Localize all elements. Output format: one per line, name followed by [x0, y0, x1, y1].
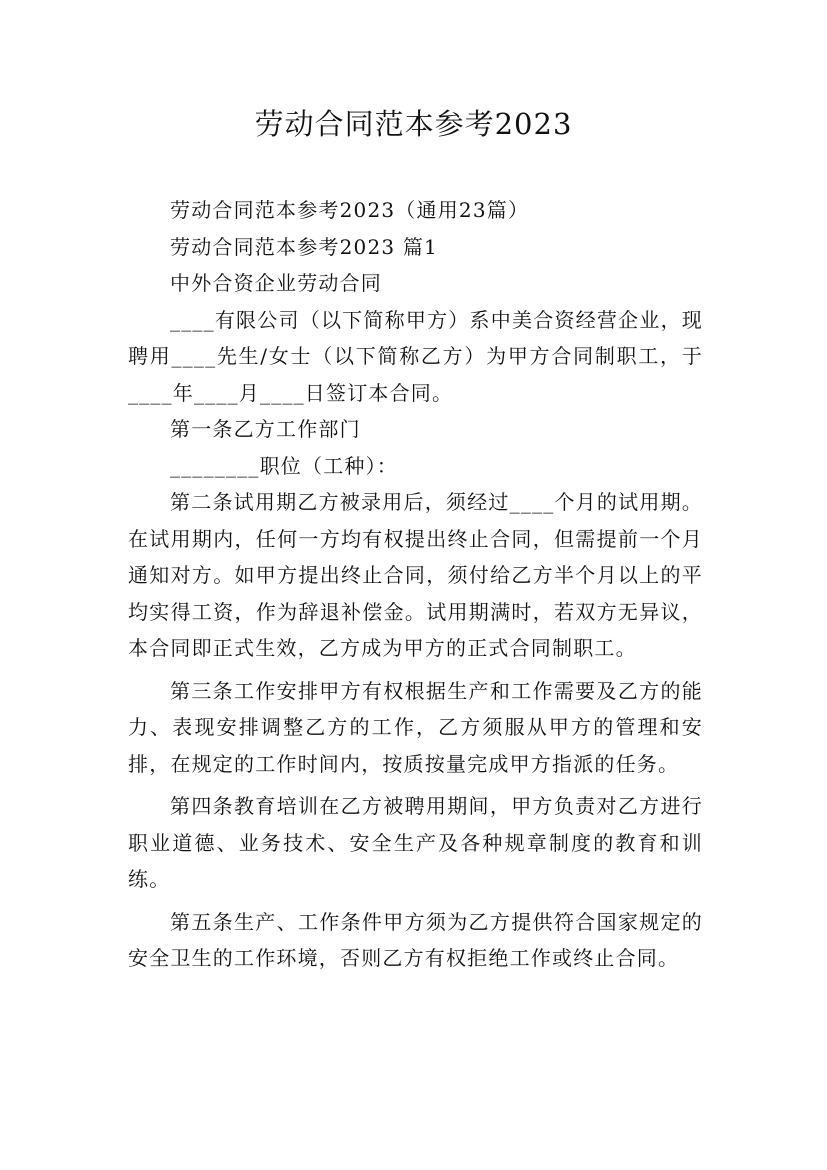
article-5-working-conditions: 第五条生产、工作条件甲方须为乙方提供符合国家规定的安全卫生的工作环境，否则乙方有权拒绝工作或终止合同。	[128, 909, 703, 970]
article-4-training: 第四条教育培训在乙方被聘用期间，甲方负责对乙方进行职业道德、业务技术、安全生产及各种规章制度的教育和训练。	[128, 794, 703, 891]
document-title: 劳动合同范本参考2023	[254, 107, 573, 141]
article-2-probation: 第二条试用期乙方被录用后，须经过____个月的试用期。在试用期内，任何一方均有权提出终止合同，但需提前一个月通知对方。如甲方提出终止合同，须付给乙方半个月以上的平均实得工资，作为辞退补偿金。试用期满时，若双方无异议，本合同即正式生效，乙方成为甲方的正式合同制职工。	[128, 490, 703, 660]
document-body	[128, 192, 703, 977]
contract-preamble: ____有限公司（以下简称甲方）系中美合资经营企业，现聘用____先生/女士（以下简称乙方）为甲方合同制职工，于____年____月____日签订本合同。	[128, 307, 703, 405]
contract-name: 中外合资企业劳动合同	[170, 271, 382, 295]
section-heading: 劳动合同范本参考2023 篇1	[170, 234, 438, 259]
position-line: ________职位（工种）：	[170, 453, 398, 478]
document-subtitle: 劳动合同范本参考2023（通用23篇）	[170, 198, 530, 222]
article-1-heading: 第一条乙方工作部门	[170, 417, 361, 441]
article-3-work-arrangement: 第三条工作安排甲方有权根据生产和工作需要及乙方的能力、表现安排调整乙方的工作，乙方须服从甲方的管理和安排，在规定的工作时间内，按质按量完成甲方指派的任务。	[128, 678, 703, 776]
